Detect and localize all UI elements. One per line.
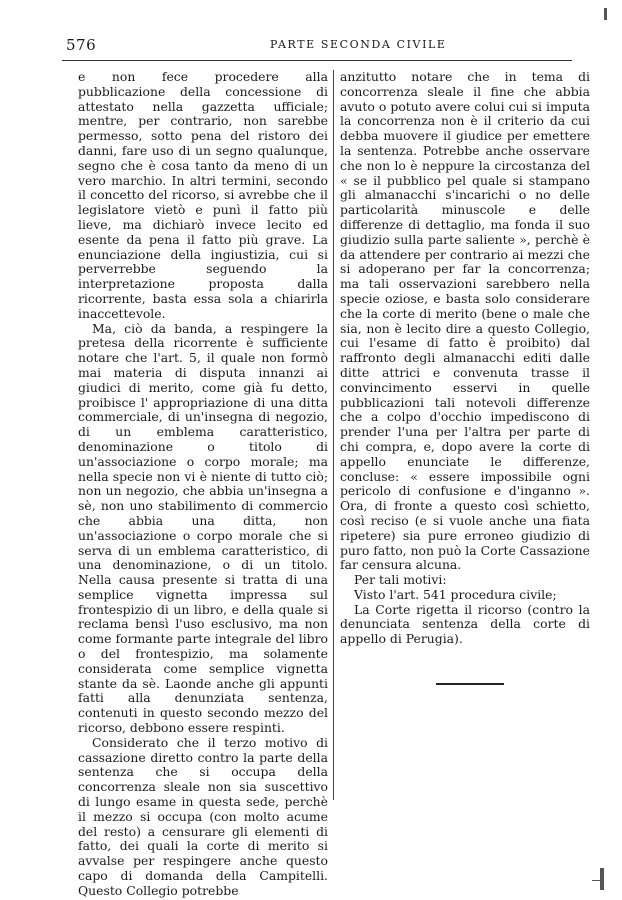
header-rule [62, 60, 572, 61]
column-divider [333, 70, 334, 800]
paragraph: La Corte rigetta il ricorso (contro la denunciata sentenza della corte di appello di Perugia). [340, 601, 590, 647]
running-head: PARTE SECONDA CIVILE [270, 38, 447, 51]
paragraph: anzitutto notare che in tema di concorrenza sleale il fine che abbia avuto o potuto avere colui cui si imputa la concorrenza non è il criterio da cui debba muovere il giudice per emettere la sentenza. Potrebbe anche osservare che non lo è neppure la circostanza del « se il pubblico pel quale si stampano gli almanacchi s'incarichi o no delle particolarità minuscole e delle differenze di dettaglio, ma fonda il suo giudizio sulla parte saliente », perchè è da attendere per contrario ai mezzi che si adoperano per far la concorrenza; ma tali osservazioni sarebbero nella specie oziose, e basta solo considerare che la corte di merito (bene o male che sia, non è lecito dire a questo Collegio, cui l'esame di fatto è proibito) dal raffronto degli almanacchi editi dalle ditte attrici e convenuta trasse il convincimento esservi in quelle pubblicazioni tali notevoli differenze che a colpo d'occhio impediscono di prender l'una per l'altra per parte di chi compra, e, dopo avere la corte di appello enunciate le differenze, concluse: « essere impossibile ogni pericolo di confusione e d'inganno ». Ora, di fronte a questo così schietto, così reciso (e si vuole anche una fiata ripetere) sia pure erroneo giudizio di puro fatto, non può la Corte Cassazione far censura alcuna. [340, 69, 590, 573]
paragraph: e non fece procedere alla pubblicazione della concessione di attestato nella gazzetta ufficiale; mentre, per contrario, non sarebbe permesso, sotto pena del ristoro dei danni, fare uso di un segno qualunque, segno che è cosa tanto da meno di un vero marchio. In altri termini, secondo il concetto del ricorso, si avrebbe che il legislatore vietò e punì il fatto più lieve, ma dichiarò invece lecito ed esente da pena il fatto più grave. La enunciazione della ingiustizia, cui si perverrebbe seguendo la interpretazione proposta dalla ricorrente, basta essa sola a chiarirla inaccettevole. [78, 69, 328, 321]
scan-margin-mark [592, 880, 602, 881]
scan-margin-mark [604, 8, 607, 20]
page-header [60, 36, 540, 56]
right-column [340, 70, 590, 647]
paragraph: Ma, ciò da banda, a respingere la pretesa della ricorrente è sufficiente notare che l'art. 5, il quale non formò mai materia di disputa innanzi ai giudici di merito, come già fu detto, proibisce l' appropriazione di una ditta commerciale, di un'insegna di negozio, di un emblema caratteristico, denominazione o titolo di un'associazione o corpo morale; ma nella specie non vi è niente di tutto ciò; non un negozio, che abbia un'insegna a sè, non uno stabilimento di commercio che abbia una ditta, non un'associazione o corpo morale che si serva di un emblema caratteristico, di una denominazione, o di un titolo. Nella causa presente si tratta di una semplice vignetta impressa sul frontespizio di un libro, e della quale si reclama bensì l'uso esclusivo, ma non come formante parte integrale del libro o del frontespizio, ma solamente considerata come semplice vignetta stante da sè. Laonde anche gli appunti fatti alla denunziata sentenza, contenuti in questo secondo mezzo del ricorso, debbono essere respinti. [78, 320, 328, 736]
end-of-section-rule [436, 683, 504, 685]
page-number: 576 [66, 36, 97, 54]
paragraph: Visto l'art. 541 procedura civile; [354, 586, 557, 602]
paragraph: Per tali motivi: [354, 572, 447, 588]
scan-margin-mark [600, 868, 604, 890]
paragraph: Considerato che il terzo motivo di cassazione diretto contro la parte della sentenza che si occupa della concorrenza sleale non sia suscettivo di lungo esame in questa sede, perchè il mezzo si occupa (con molto acume del resto) a censurare gli elementi di fatto, dei quali la corte di merito si avvalse per respingere anche questo capo di domanda della Campitelli. Questo Collegio potrebbe [78, 734, 328, 898]
left-column [78, 70, 328, 899]
